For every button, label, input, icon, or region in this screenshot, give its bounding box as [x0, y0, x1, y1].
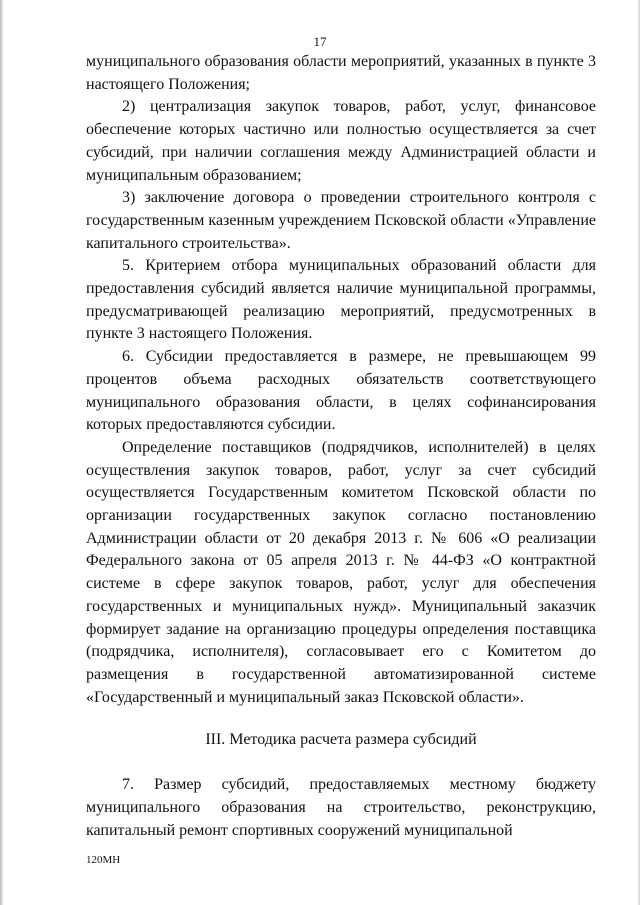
paragraph-6: 6. Субсидии предоставляется в размере, не превышающем 99 процентов объема расходных обязательств соответствующего муниципального образования области, в целях софинансирования которых предоставляются субсидии. [86, 348, 596, 434]
footer-code: 120МН [86, 854, 121, 866]
paragraph-item-3: 3) заключение договора о проведении строительного контроля с государственным казенным учреждением Псковской области «Управление капитального строительства». [86, 189, 596, 252]
section-heading: III. Методика расчета размера субсидий [205, 731, 477, 749]
page-number: 17 [313, 34, 327, 49]
document-body [86, 51, 596, 842]
paragraph-item-2: 2) централизация закупок товаров, работ, услуг, финансовое обеспечение которых частично или полностью осуществляется за счет субсидий, при наличии соглашения между Администрацией области и муниципальным образованием; [86, 98, 596, 184]
paragraph-continuation: муниципального образования области мероприятий, указанных в пункте 3 настоящего Положения; [86, 53, 596, 93]
paragraph-7: 7. Размер субсидий, предоставляемых местному бюджету муниципального образования на строительство, реконструкцию, капитальный ремонт спортивных сооружений муниципальной [86, 776, 596, 839]
paragraph-procurement: Определение поставщиков (подрядчиков, исполнителей) в целях осуществления закупок товаров, работ, услуг за счет субсидий осуществляется Государственным комитетом Псковской области по организации государственных закупок согласно постановлению Администрации области от 20 декабря 2013 г. № 606 «О реализации Федерального закона от 05 апреля 2013 г. № 44-ФЗ «О контрактной системе в сфере закупок товаров, работ, услуг для обеспечения государственных и муниципальных нужд». Муниципальный заказчик формирует задание на организацию процедуры определения поставщика (подрядчика, исполнителя), согласовывает его с Комитетом до размещения в государственной автоматизированной системе «Государственный и муниципальный заказ Псковской области». [86, 438, 596, 706]
page-left-edge [0, 0, 3, 905]
paragraph-5: 5. Критерием отбора муниципальных образований области для предоставления субсидий является наличие муниципальной программы, предусматривающей реализацию мероприятий, предусмотренных в пункте 3 настоящего Положения. [86, 257, 596, 343]
